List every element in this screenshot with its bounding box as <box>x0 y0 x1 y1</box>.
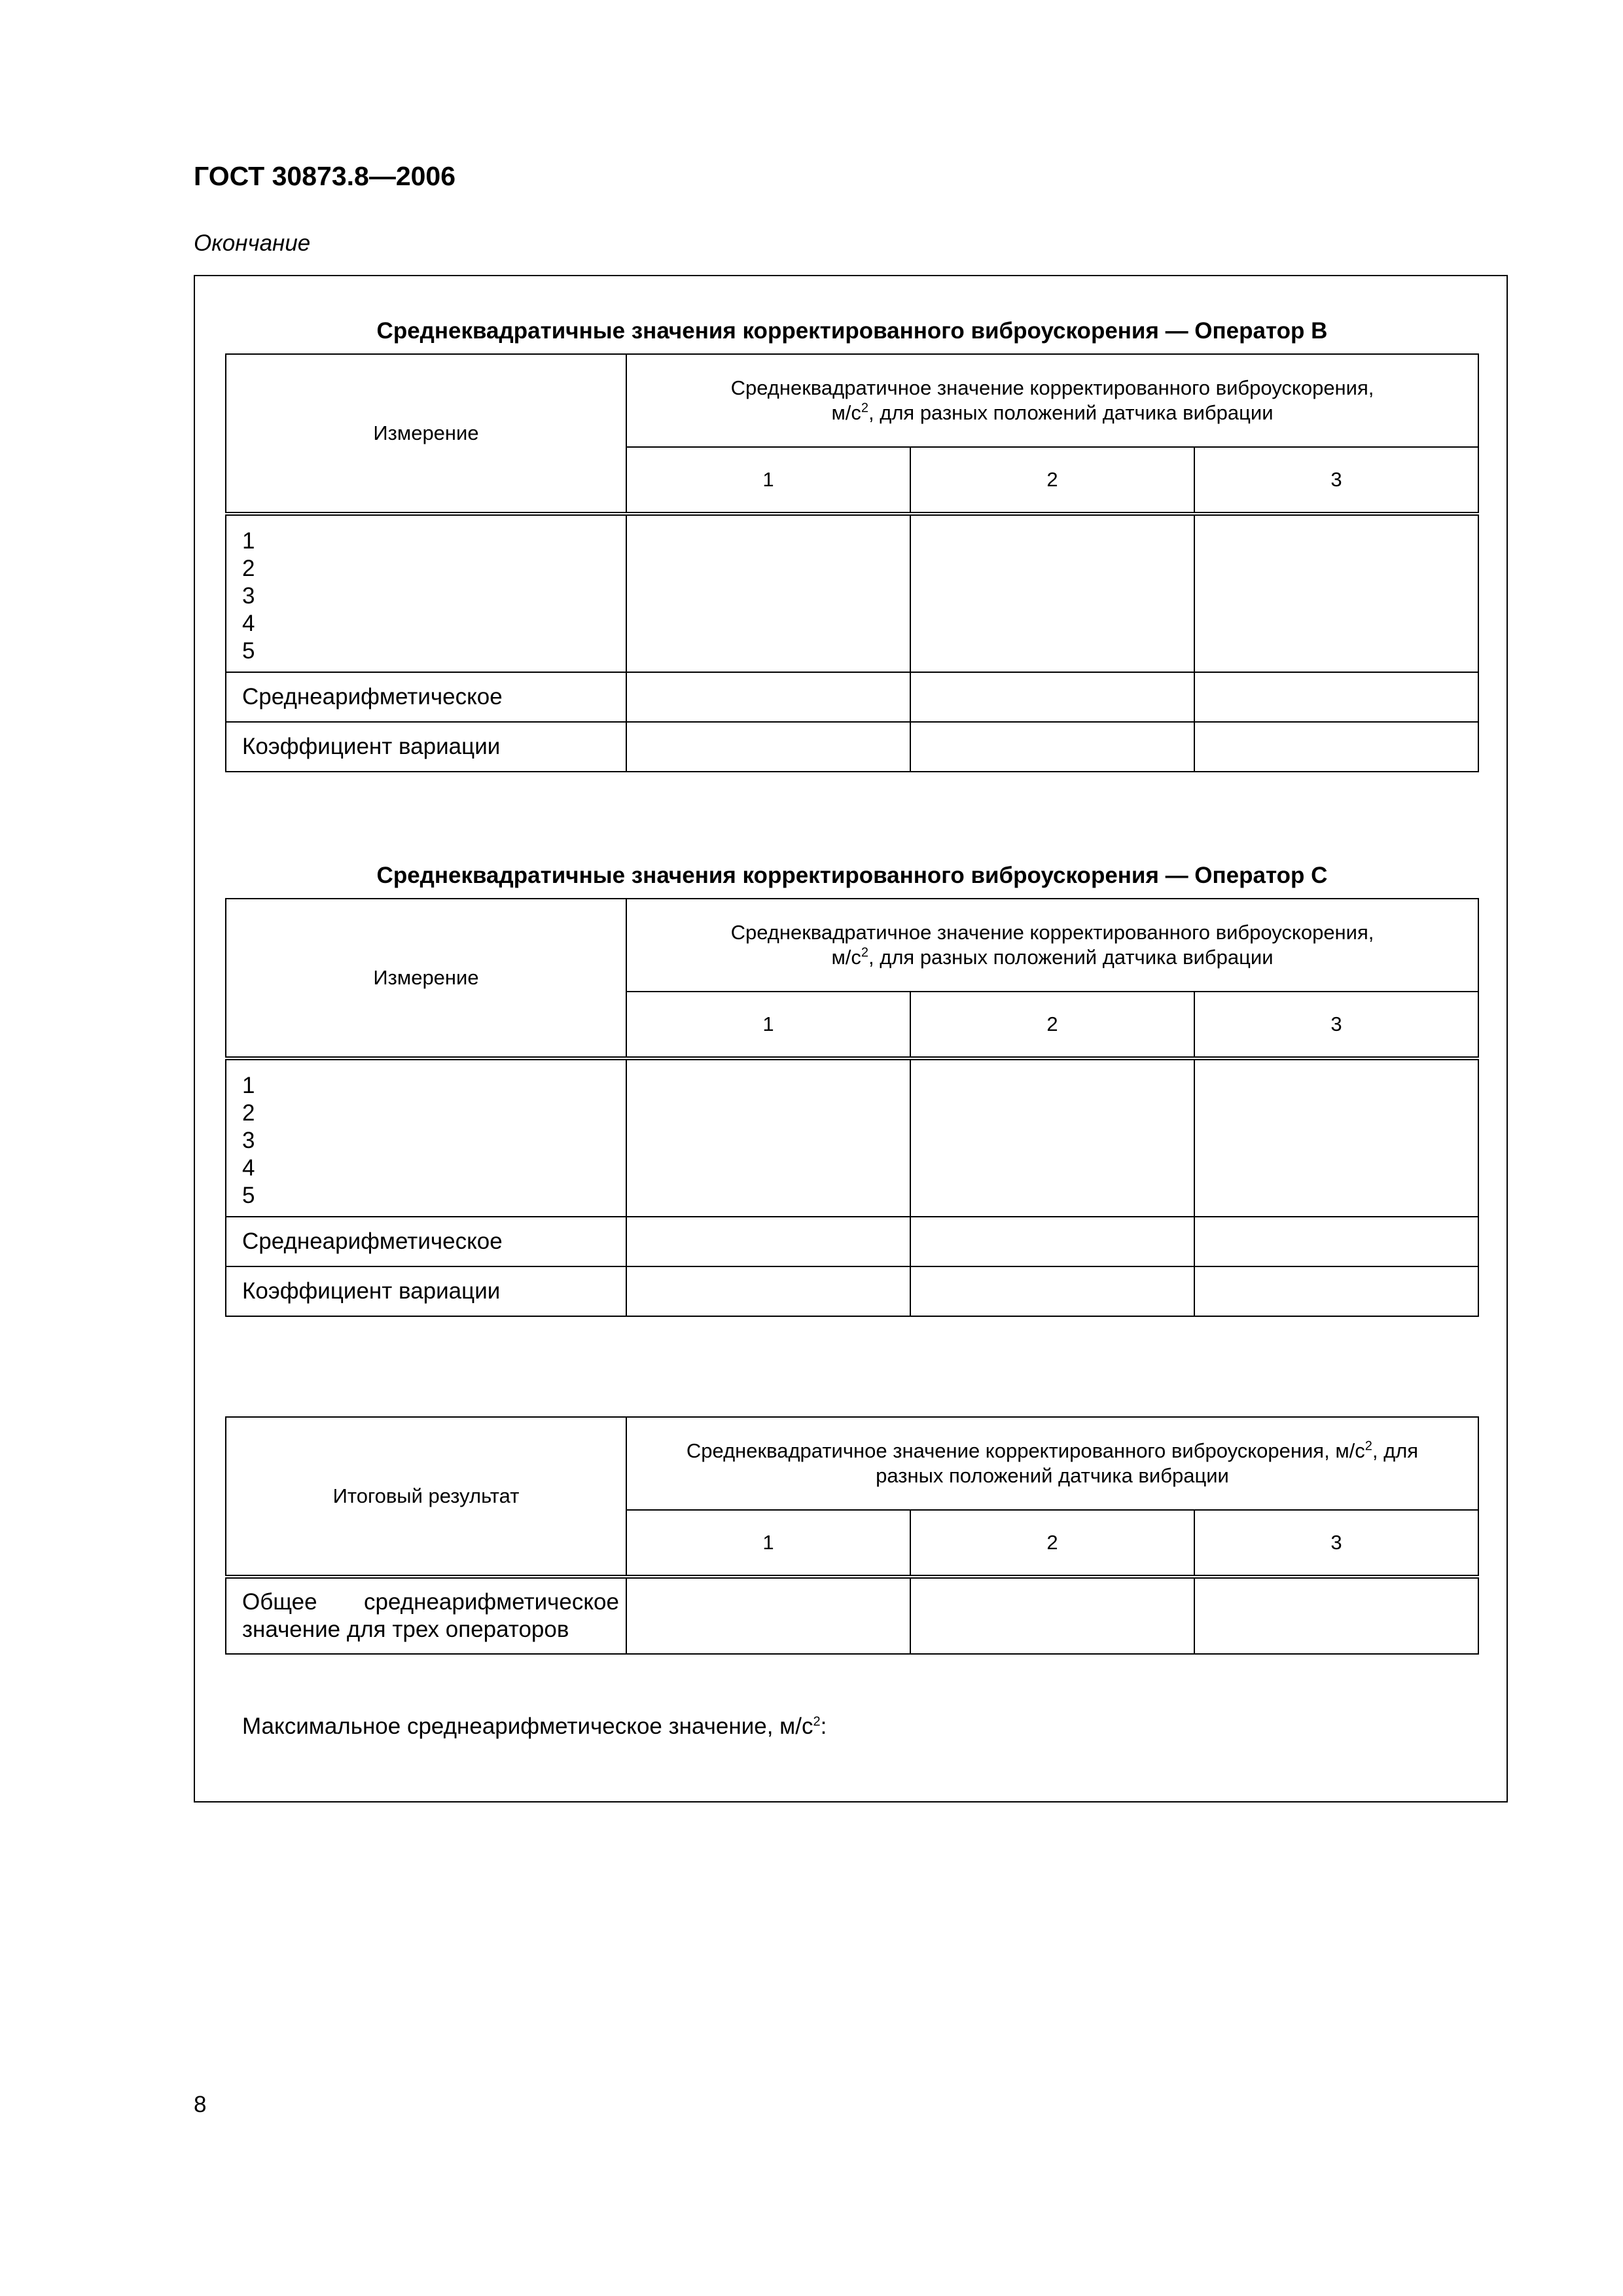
mean-cell[interactable] <box>910 1217 1194 1266</box>
variation-cell[interactable] <box>910 1266 1194 1316</box>
overall-mean-cell[interactable] <box>1194 1577 1478 1654</box>
document-code: ГОСТ 30873.8—2006 <box>194 161 456 191</box>
form-frame <box>194 275 1508 1803</box>
value-cell[interactable] <box>1194 514 1478 672</box>
position-3-header: 3 <box>1194 447 1478 514</box>
overall-mean-line2: значение для трех операторов <box>242 1617 569 1642</box>
position-2-header: 2 <box>910 992 1194 1058</box>
rms-header-sup: 2 <box>861 401 869 416</box>
table-b-caption: Среднеквадратичные значения корректированного виброускорения — Оператор B <box>376 318 1328 344</box>
final-rms-header-line1-end: , для <box>1372 1439 1419 1462</box>
continuation-label: Окончание <box>194 230 311 256</box>
mean-cell[interactable] <box>626 672 910 722</box>
measurement-4: 4 <box>242 1155 255 1181</box>
page-number: 8 <box>194 2092 207 2117</box>
table-c-caption: Среднеквадратичные значения корректированного виброускорения — Оператор C <box>376 863 1328 888</box>
rms-header-unit: м/с <box>831 946 861 969</box>
measurement-3: 3 <box>242 1128 255 1153</box>
final-rms-header-sup: 2 <box>1364 1439 1372 1454</box>
rms-header-sup: 2 <box>861 945 869 960</box>
max-mean-line <box>242 1713 827 1740</box>
mean-cell[interactable] <box>910 672 1194 722</box>
variation-label: Коэффициент вариации <box>226 1266 626 1316</box>
value-cell[interactable] <box>626 514 910 672</box>
max-mean-colon: : <box>820 1713 827 1739</box>
rms-header <box>626 899 1478 992</box>
overall-mean-line1: Общее среднеарифметическое <box>242 1589 619 1615</box>
rms-header-unit: м/с <box>831 401 861 424</box>
value-cell[interactable] <box>626 1058 910 1217</box>
variation-cell[interactable] <box>1194 1266 1478 1316</box>
position-1-header: 1 <box>626 1510 910 1577</box>
variation-cell[interactable] <box>910 722 1194 772</box>
rms-header-line2: , для разных положений датчика вибрации <box>868 401 1274 424</box>
measurement-1: 1 <box>242 528 255 554</box>
position-3-header: 3 <box>1194 992 1478 1058</box>
value-cell[interactable] <box>1194 1058 1478 1217</box>
overall-mean-cell[interactable] <box>910 1577 1194 1654</box>
table-operator-c <box>225 898 1479 1317</box>
table-operator-b <box>225 353 1479 772</box>
variation-label: Коэффициент вариации <box>226 722 626 772</box>
final-rms-header-line2: разных положений датчика вибрации <box>876 1464 1229 1487</box>
final-result-header: Итоговый результат <box>226 1417 626 1577</box>
measurement-header: Измерение <box>226 899 626 1058</box>
value-cell[interactable] <box>910 514 1194 672</box>
mean-cell[interactable] <box>1194 672 1478 722</box>
measurement-numbers <box>226 1058 626 1217</box>
position-1-header: 1 <box>626 992 910 1058</box>
measurement-numbers <box>226 514 626 672</box>
value-cell[interactable] <box>910 1058 1194 1217</box>
mean-cell[interactable] <box>626 1217 910 1266</box>
mean-label: Среднеарифметическое <box>226 672 626 722</box>
mean-cell[interactable] <box>1194 1217 1478 1266</box>
position-2-header: 2 <box>910 447 1194 514</box>
position-2-header: 2 <box>910 1510 1194 1577</box>
measurement-header: Измерение <box>226 354 626 514</box>
position-1-header: 1 <box>626 447 910 514</box>
rms-header <box>626 354 1478 447</box>
measurement-5: 5 <box>242 638 255 664</box>
final-rms-header <box>626 1417 1478 1510</box>
variation-cell[interactable] <box>626 1266 910 1316</box>
rms-header-line1: Среднеквадратичное значение корректированного виброускорения, <box>730 921 1374 944</box>
measurement-2: 2 <box>242 1100 255 1126</box>
measurement-3: 3 <box>242 583 255 609</box>
overall-mean-label <box>226 1577 626 1654</box>
final-rms-header-line1: Среднеквадратичное значение корректированного виброускорения, м/с <box>686 1439 1365 1462</box>
overall-mean-cell[interactable] <box>626 1577 910 1654</box>
measurement-5: 5 <box>242 1183 255 1208</box>
rms-header-line1: Среднеквадратичное значение корректированного виброускорения, <box>730 376 1374 399</box>
mean-label: Среднеарифметическое <box>226 1217 626 1266</box>
max-mean-text: Максимальное среднеарифметическое значение, м/с <box>242 1713 813 1739</box>
measurement-1: 1 <box>242 1073 255 1098</box>
position-3-header: 3 <box>1194 1510 1478 1577</box>
variation-cell[interactable] <box>626 722 910 772</box>
measurement-4: 4 <box>242 611 255 636</box>
table-final-result <box>225 1416 1479 1655</box>
max-mean-sup: 2 <box>813 1714 821 1729</box>
rms-header-line2: , для разных положений датчика вибрации <box>868 946 1274 969</box>
variation-cell[interactable] <box>1194 722 1478 772</box>
measurement-2: 2 <box>242 556 255 581</box>
